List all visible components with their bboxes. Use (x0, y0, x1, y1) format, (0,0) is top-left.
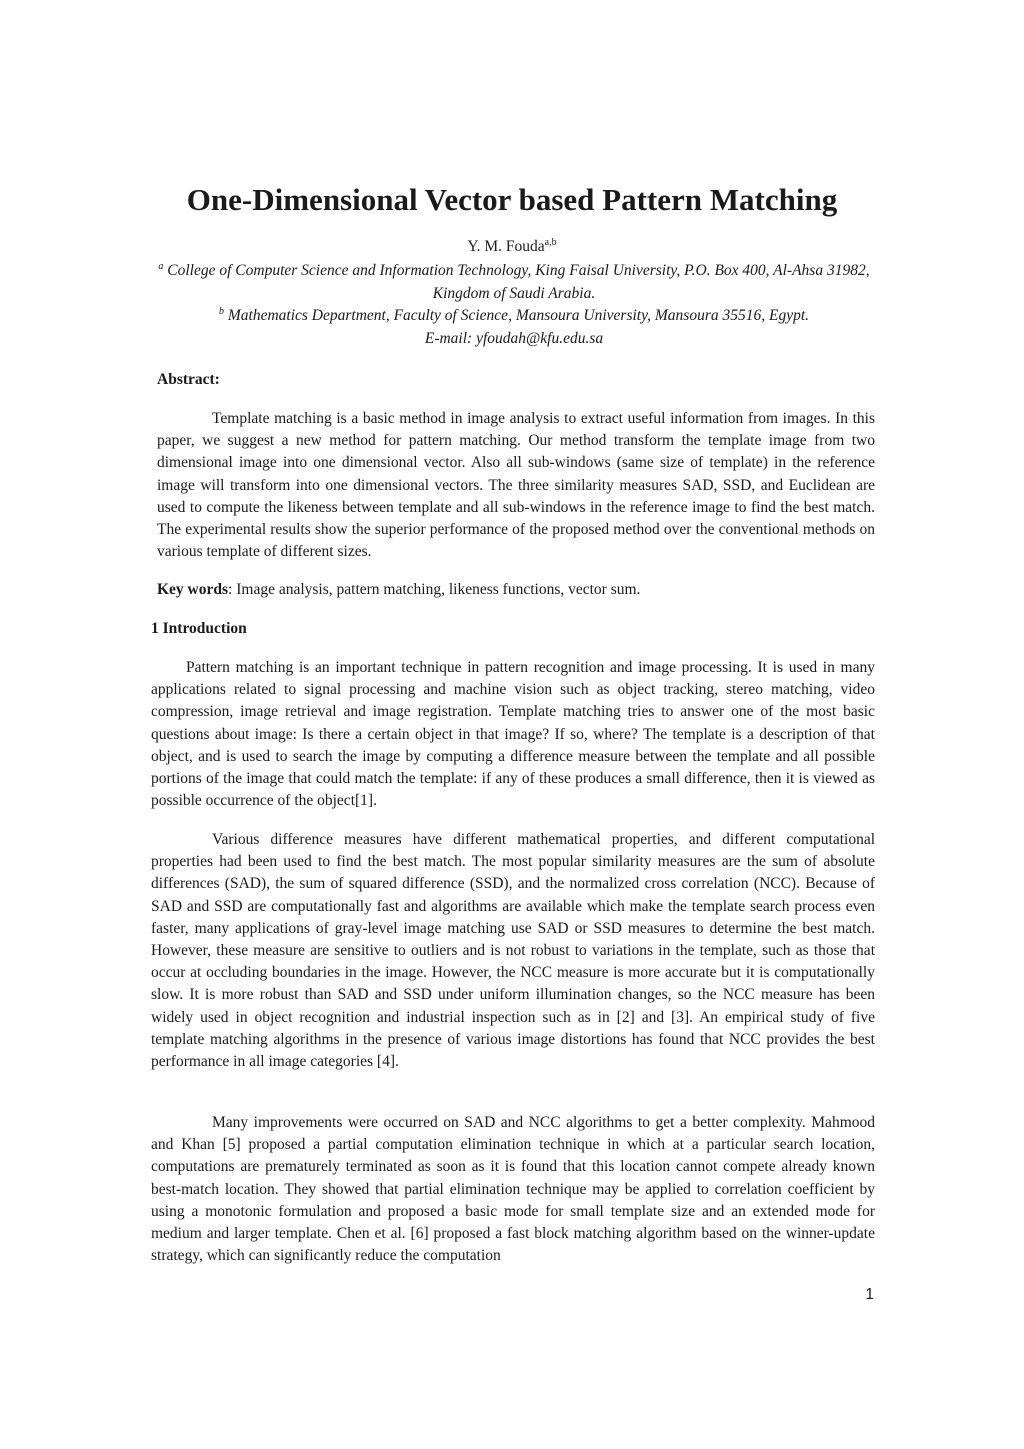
affiliation-a (150, 260, 878, 305)
intro-paragraph-3: Many improvements were occurred on SAD and NCC algorithms to get a better complexity. Mahmood and Khan [5] proposed a partial computation elimination technique in which at a particular search location, computations are prematurely terminated as soon as it is found that this location cannot compete already known best-match location. They showed that partial elimination technique may be applied to correlation coefficient by using a monotonic formulation and proposed a basic mode for small template size and an extended mode for medium and larger template. Chen et al. [6] proposed a fast block matching algorithm based on the winner-update strategy, which can significantly reduce the computation (151, 1114, 875, 1265)
affiliation-b (150, 305, 878, 328)
author-name: Y. M. Fouda (467, 238, 545, 255)
keywords-text: : Image analysis, pattern matching, likeness functions, vector sum. (228, 581, 641, 598)
intro-paragraph-2: Various difference measures have different mathematical properties, and different computational properties had been used to find the best match. The most popular similarity measures are the sum of absolute differences (SAD), the sum of squared difference (SSD), and the normalized cross correlation (NCC). Because of SAD and SSD are computationally fast and algorithms are available which make the template search process even faster, many applications of gray-level image matching use SAD or SSD measures to determine the best match. However, these measure are sensitive to outliers and is not robust to variations in the template, such as those that occur at occluding boundaries in the image. However, the NCC measure is more accurate but it is computationally slow. It is more robust than SAD and SSD under uniform illumination changes, so the NCC measure has been widely used in object recognition and industrial inspection such as in [2] and [3]. An empirical study of five template matching algorithms in the presence of various image distortions has found that NCC provides the best performance in all image categories [4]. (151, 831, 875, 1071)
page-number: 1 (865, 1286, 874, 1303)
author-email: E-mail: yfoudah@kfu.edu.sa (424, 329, 604, 347)
affiliation-b-marker: b (218, 306, 224, 317)
affiliation-b-text: Mathematics Department, Faculty of Science, Mansoura University, Mansoura 35516, Egypt. (227, 307, 810, 324)
author-affiliation-markers: a,b (544, 237, 557, 248)
abstract-body: Template matching is a basic method in image analysis to extract useful information from images. In this paper, we suggest a new method for pattern matching. Our method transform the template image from two dimensional image into one dimensional vector. Also all sub-windows (same size of template) in the reference image will transform into one dimensional vectors. The three similarity measures SAD, SSD, and Euclidean are used to compute the likeness between template and all sub-windows in the reference image to find the best match. The experimental results show the superior performance of the proposed method over the conventional methods on various template of different sizes. (157, 410, 875, 561)
affiliation-a-text: College of Computer Science and Information Technology, King Faisal University, P.O. Box 400, Al-Ahsa 31982, Kingdom of Saudi Arabia. (167, 262, 870, 302)
abstract-heading: Abstract: (157, 371, 220, 388)
paper-title: One-Dimensional Vector based Pattern Matching (186, 182, 838, 217)
author-line (0, 237, 1024, 257)
intro-paragraph-1: Pattern matching is an important technique in pattern recognition and image processing. It is used in many applications related to signal processing and machine vision such as object tracking, stereo matching, video compression, image retrieval and image registration. Template matching tries to answer one of the most basic questions about image: Is there a certain object in that image? If so, where? The template is a description of that object, and is used to search the image by computing a difference measure between the template and all possible portions of the image that could match the template: if any of these produces a small difference, then it is viewed as possible occurrence of the object[1]. (151, 659, 875, 810)
affiliation-a-marker: a (158, 261, 164, 272)
keywords-label: Key words (157, 581, 229, 598)
affiliations (150, 260, 878, 350)
section-heading-introduction: 1 Introduction (151, 620, 247, 637)
keywords (157, 580, 875, 600)
